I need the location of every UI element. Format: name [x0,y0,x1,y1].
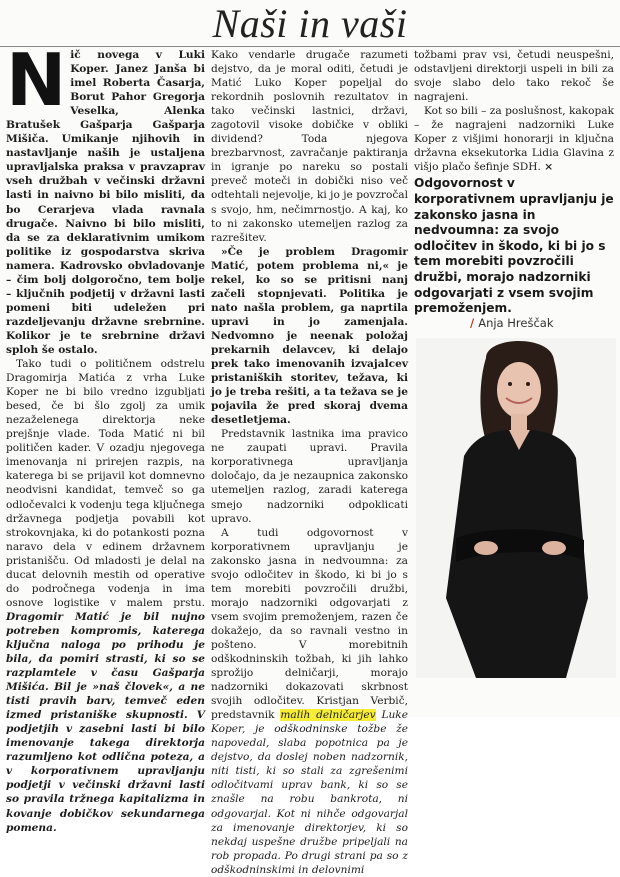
author-name: Anja Hreščak [478,316,554,330]
paragraph-text: A tudi odgovornost v korporativnem upravljanju je zakonsko jasna in nedvoumna: za svojo odločitev in škodo, ki bi jo s tem morebiti povzročili družbi, morajo nadzorniki odgovarjati z vsem svojim premoženjem, razen če dokažejo, da so ravnali vestno in pošteno. V morebitnih odškodninskih tožbah, ki jih lahko sprožijo delničarji, morajo nadzorniki dokazovati skrbnost svojih odločitev. Kristjan Verbič, predstavnik [211,526,408,722]
drop-cap: N [6,38,67,122]
paragraph: Predstavnik lastnika ima pravico ne zaupati upravi. Pravila korporativnega upravljanja določajo, da je nezaupnica zakonsko utemeljen razlog, zaradi katerega smejo nadzorniki odpoklicati upravo. [211,428,408,525]
highlighted-phrase: malih delničarjev [280,709,376,722]
author-photo [416,338,616,678]
paragraph [414,104,614,174]
pen-icon: / [470,316,475,330]
column-2 [211,48,408,877]
paragraph-text: Tako tudi o političnem odstrelu Dragomirja Matića z vrha Luke Koper ne bi bilo vredno izgubljati besed, če bi šlo zgolj za umik nezaželenega direktorja neke prejšnje vlade. Toda Matić ni bil političen kader. V ozadju njegovega imenovanja ni prirejen razpis, na katerega bi se prijavil kot domnevno neodvisni kandidat, temveč so ga odločevalci k vodenju tega ključnega državnega podjetja povabili kot strokovnjaka, ki do potankosti pozna naravo dela v edinem državnem pristanišču. Od mladosti je delal na ducat delovnih mestih od operative do področnega vodenja in ima osnove logistike v malem prstu. [6,358,205,609]
paragraph-emphasis: Dragomir Matić je bil nujno potreben kompromis, katerega ključna naloga po prihodu je bila, da pomiri strasti, ki so se razplamtele v času Gašparja Mišića. Bil je »naš človek«, a ne tisti pravih barv, temveč eden izmed pristaniške skupnosti. V podjetjih v zasebni lasti bi bilo imenovanje takega direktorja razumljeno kot odlična poteza, a v korporativnem upravljanju podjetji v večinski državni lasti so pravila tržnega kapitalizma in kovanje dobičkov sekundarnega pomena. [6,610,205,834]
pull-quote [414,176,614,316]
paragraph: Kako vendarle drugače razumeti dejstvo, da je moral oditi, četudi je Matić Luko Koper popeljal do rekordnih poslovnih rezultatov in tako večinski lastnici, državi, zagotovil visoke dobičke v obliki dividend? Toda njegova brezbarvnost, zavračanje paktiranja in igranje po nareku so postali preveč moteči in dobički niso več odtehtali nejevolje, ki jo je povzročal s svojo, hm, nečimrnostjo. A kaj, ko to ni zakonsko utemeljen razlog za razrešitev. [211,49,408,244]
pull-quote-text: Odgovornost v korporativnem upravljanju je zakonsko jasna in nedvoumna: za svojo odločitev in škodo, ki bi jo s tem morebiti povzročili družbi, morajo nadzorniki odgovarjati z vsem svojim premoženjem. [414,176,614,316]
paragraph [6,357,205,835]
end-mark: × [544,161,554,174]
paragraph-text: Kot so bili – za poslušnost, kakopak – že nagrajeni nadzorniki Luke Koper z višjimi honorarji in ključna državna eksekutorka Lidia Glavina z višjo plačo šefinje SDH. [414,105,614,174]
column-1 [6,38,205,835]
paragraph [211,526,408,877]
paragraph-text-italic: Luke Koper, je odškodninske tožbe že napovedal, slaba popotnica pa je dejstvo, da doslej noben nadzornik, niti tisti, ki so stali za zgrešenimi odločitvami uprav bank, ki so se znašle na robu bankrota, ni odgovarjal. Kot ni nihče odgovarjal za imenovanje direktorjev, ki so nekdaj uspešne družbe pripeljali na rob propada. Po drugi strani pa so z odškodninskimi in delovnimi [211,709,408,876]
byline [470,316,553,330]
column-3 [414,48,614,317]
lead-rest-text: Umikanje njihovih in nastavljanje naših je ustaljena upravljalska praksa v pravzaprav vseh družbah v večinski državni lasti in naivno bi bilo misliti, da bo Cerarjeva vlada ravnala drugače. Naivno bi bilo misliti, da se za deklarativnim umikom politike iz gospodarstva skriva namera. Kadrovsko obvladovanje – čim bolj dolgoročno, tem bolje – ključnih podjetij v državni lasti pomeni biti udeležen pri razdeljevanju državne srebrnine. Kolikor je te srebrnine državi sploh še ostalo. [6,133,205,356]
title-rule [0,46,620,47]
paragraph: »Če je problem Dragomir Matić, potem problema ni,« je rekel, ko so se pritisni nanj začeli stopnjevati. Politika je nato našla problem, ga naprtila upravi in jo zamenjala. Nedvomno je neenak položaj prekarnih delavcev, ki delajo prek tako imenovanih izvajalcev pristaniških storitev, težava, ki jo je treba rešiti, a ta težava se je pojavila že pred skoraj dvema desetletjema. [211,245,408,427]
paragraph: tožbami prav vsi, četudi neuspešni, odstavljeni direktorji uspeli in bili za svoje slabo delo tako rekoč še nagrajeni. [414,49,614,104]
lead-bold-text: ič novega v Luki Koper. Janez Janša bi imel Roberta Časarja, Borut Pahor Gregorja Veselka, Alenka Bratušek Gašparja Gašparja Mišiča. [6,49,205,146]
article-title: Naši in vaši [212,1,408,46]
lead-paragraph [6,38,205,357]
